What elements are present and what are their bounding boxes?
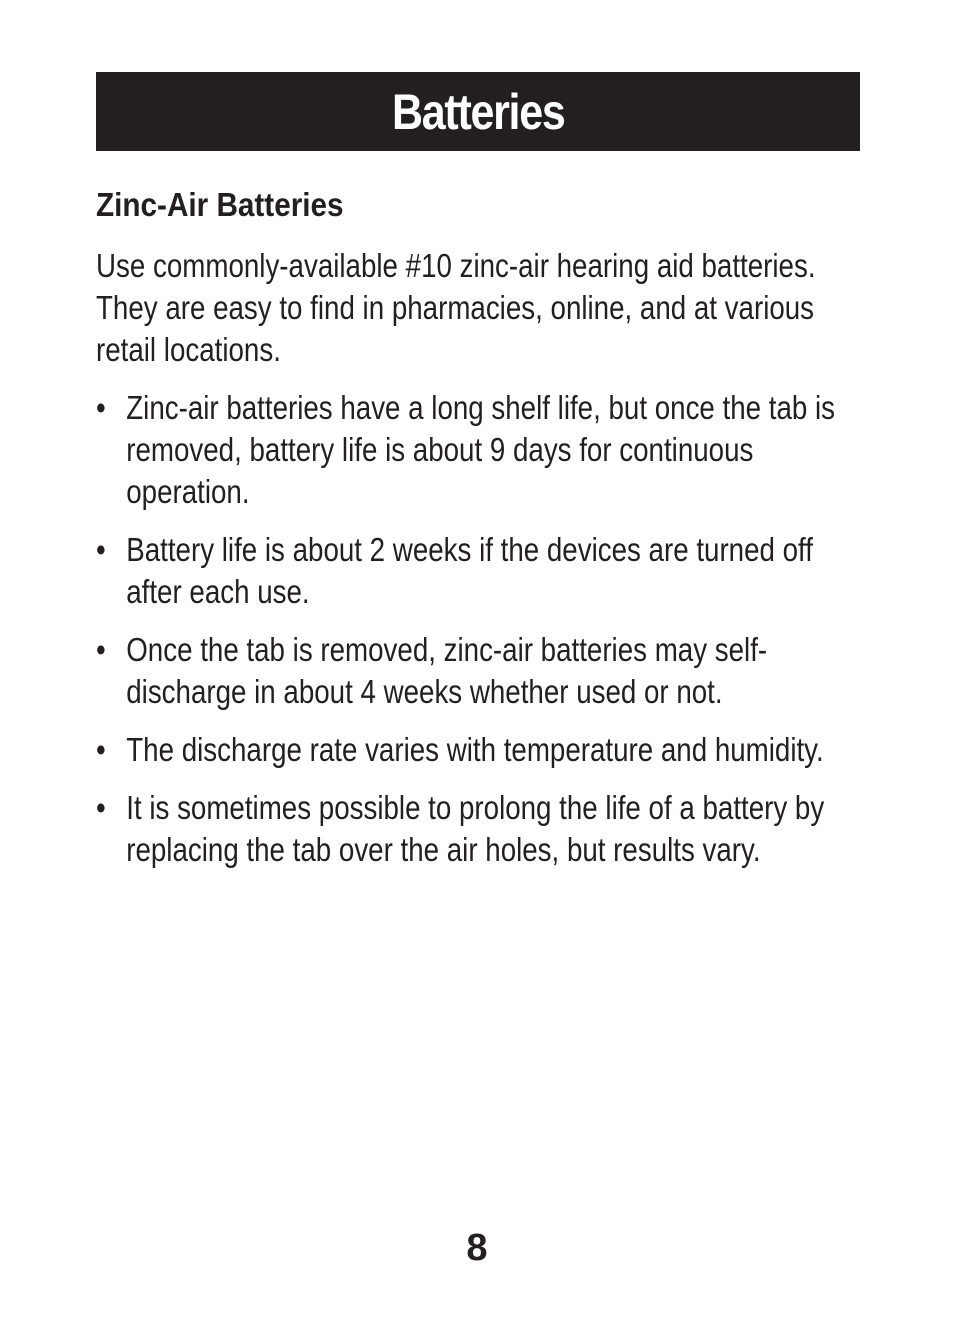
list-item bbox=[96, 729, 835, 771]
bullet-icon: • bbox=[96, 731, 106, 768]
bullet-icon: • bbox=[96, 789, 106, 826]
list-item-text: Battery life is about 2 weeks if the devices are turned off after each use. bbox=[126, 531, 813, 610]
main-content bbox=[96, 183, 836, 887]
bullet-list bbox=[96, 387, 836, 871]
bullet-icon: • bbox=[96, 631, 106, 668]
section-heading: Zinc-Air Batteries bbox=[96, 186, 344, 223]
page-title-banner bbox=[96, 72, 860, 151]
intro-paragraph: Use commonly-available #10 zinc-air hearing aid batteries. They are easy to find in pharmacies, online, and at various retail locations. bbox=[96, 247, 816, 368]
list-item-text: It is sometimes possible to prolong the life of a battery by replacing the tab over the air holes, but results vary. bbox=[126, 789, 825, 868]
page-number: 8 bbox=[466, 1227, 488, 1269]
list-item-text: The discharge rate varies with temperature and humidity. bbox=[126, 731, 824, 768]
list-item-text: Zinc-air batteries have a long shelf life, but once the tab is removed, battery life is about 9 days for continuous operation. bbox=[126, 389, 836, 510]
list-item bbox=[96, 787, 835, 871]
list-item-text: Once the tab is removed, zinc-air batteries may self-discharge in about 4 weeks whether used or not. bbox=[126, 631, 768, 710]
page-title: Batteries bbox=[391, 83, 565, 140]
list-item bbox=[96, 629, 835, 713]
bullet-icon: • bbox=[96, 389, 106, 426]
list-item bbox=[96, 387, 835, 513]
list-item bbox=[96, 529, 835, 613]
bullet-icon: • bbox=[96, 531, 106, 568]
